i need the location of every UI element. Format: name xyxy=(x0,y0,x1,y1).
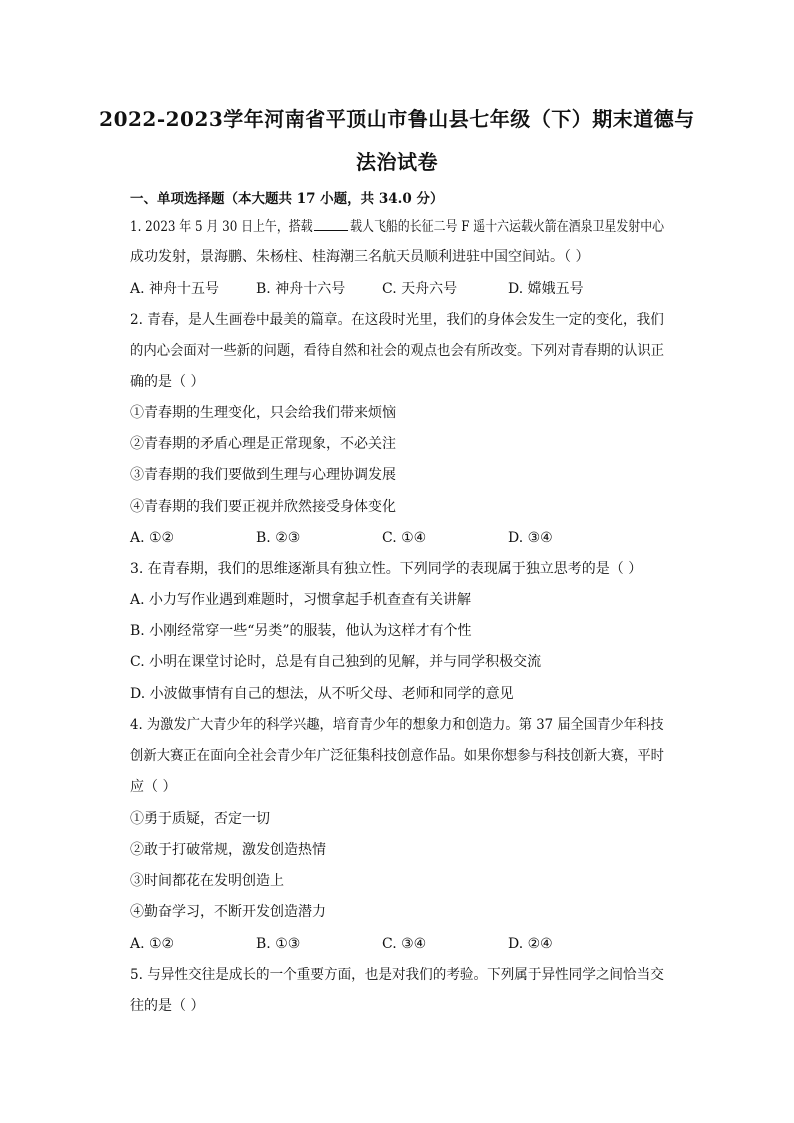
question-4-option-d[interactable]: D. ②④ xyxy=(508,936,553,952)
question-3-choice-d[interactable]: D. 小波做事情有自己的想法，从不听父母、老师和同学的意见 xyxy=(130,686,514,702)
question-2-option-d[interactable]: D. ③④ xyxy=(508,530,553,546)
question-4-option-b[interactable]: B. ①③ xyxy=(256,936,301,952)
question-2-option-b[interactable]: B. ②③ xyxy=(256,530,301,546)
question-4-option-a[interactable]: A. ①② xyxy=(130,936,175,952)
question-4-stem-line-2: 创新大赛正在面向全社会青少年广泛征集科技创意作品。如果你想参与科技创新大赛，平时 xyxy=(130,748,665,764)
question-1-stem-part-b: 载人飞船的长征二号 F 遥十六运载火箭在酒泉卫星发射中心 xyxy=(350,219,665,235)
question-2-option-a[interactable]: A. ①② xyxy=(130,530,175,546)
question-2-stem-line-1: 2. 青春，是人生画卷中最美的篇章。在这段时光里，我们的身体会发生一定的变化，我们 xyxy=(130,312,664,328)
question-1-stem-line-2: 成功发射，景海鹏、朱杨柱、桂海潮三名航天员顺利进驻中国空间站。（ ） xyxy=(130,249,590,265)
question-4-item-3: ③时间都花在发明创造上 xyxy=(130,873,284,889)
question-5-stem-line-1: 5. 与异性交往是成长的一个重要方面，也是对我们的考验。下列属于异性同学之间恰当交 xyxy=(130,967,664,983)
question-1-option-a[interactable]: A. 神舟十五号 xyxy=(130,281,220,297)
question-2-item-4: ④青春期的我们要正视并欣然接受身体变化 xyxy=(130,499,396,515)
exam-title-line-2: 法治试卷 xyxy=(356,150,438,174)
question-1-stem-line-1 xyxy=(130,216,664,237)
question-4-option-c[interactable]: C. ③④ xyxy=(382,936,427,952)
question-4-item-1: ①勇于质疑，否定一切 xyxy=(130,811,270,827)
question-2-option-c[interactable]: C. ①④ xyxy=(382,530,427,546)
question-5-stem-line-2: 往的是（ ） xyxy=(130,998,205,1014)
question-3-choice-a[interactable]: A. 小力写作业遇到难题时，习惯拿起手机查查有关讲解 xyxy=(130,592,472,608)
question-4-item-2: ②敢于打破常规，激发创造热情 xyxy=(130,842,326,858)
question-1-option-d[interactable]: D. 嫦娥五号 xyxy=(508,281,584,297)
question-3-choice-b[interactable]: B. 小刚经常穿一些“另类”的服装，他认为这样才有个性 xyxy=(130,623,472,639)
question-3-choice-c[interactable]: C. 小明在课堂讨论时，总是有自己独到的见解，并与同学积极交流 xyxy=(130,654,542,670)
question-2-item-1: ①青春期的生理变化，只会给我们带来烦恼 xyxy=(130,405,396,421)
section-heading: 一、单项选择题（本大题共 17 小题，共 34.0 分） xyxy=(130,191,444,207)
question-4-item-4: ④勤奋学习，不断开发创造潜力 xyxy=(130,904,326,920)
question-2-item-2: ②青春期的矛盾心理是正常现象，不必关注 xyxy=(130,436,396,452)
question-1-option-b[interactable]: B. 神舟十六号 xyxy=(256,281,346,297)
question-2-stem-line-3: 确的是（ ） xyxy=(130,374,205,390)
question-2-stem-line-2: 的内心会面对一些新的问题，看待自然和社会的观点也会有所改变。下列对青春期的认识正 xyxy=(130,343,665,359)
question-3-stem-line-1: 3. 在青春期，我们的思维逐渐具有独立性。下列同学的表现属于独立思考的是（ ） xyxy=(130,561,643,577)
question-4-stem-line-1: 4. 为激发广大青少年的科学兴趣，培育青少年的想象力和创造力。第 37 届全国青少年科技 xyxy=(130,717,664,733)
fill-in-blank xyxy=(314,216,348,231)
question-2-item-3: ③青春期的我们要做到生理与心理协调发展 xyxy=(130,467,396,483)
question-1-stem-part-a: 1. 2023 年 5 月 30 日上午，搭载 xyxy=(130,219,313,235)
question-4-stem-line-3: 应（ ） xyxy=(130,779,177,795)
question-1-option-c[interactable]: C. 天舟六号 xyxy=(382,281,458,297)
exam-title-line-1: 2022-2023学年河南省平顶山市鲁山县七年级（下）期末道德与 xyxy=(99,107,695,131)
